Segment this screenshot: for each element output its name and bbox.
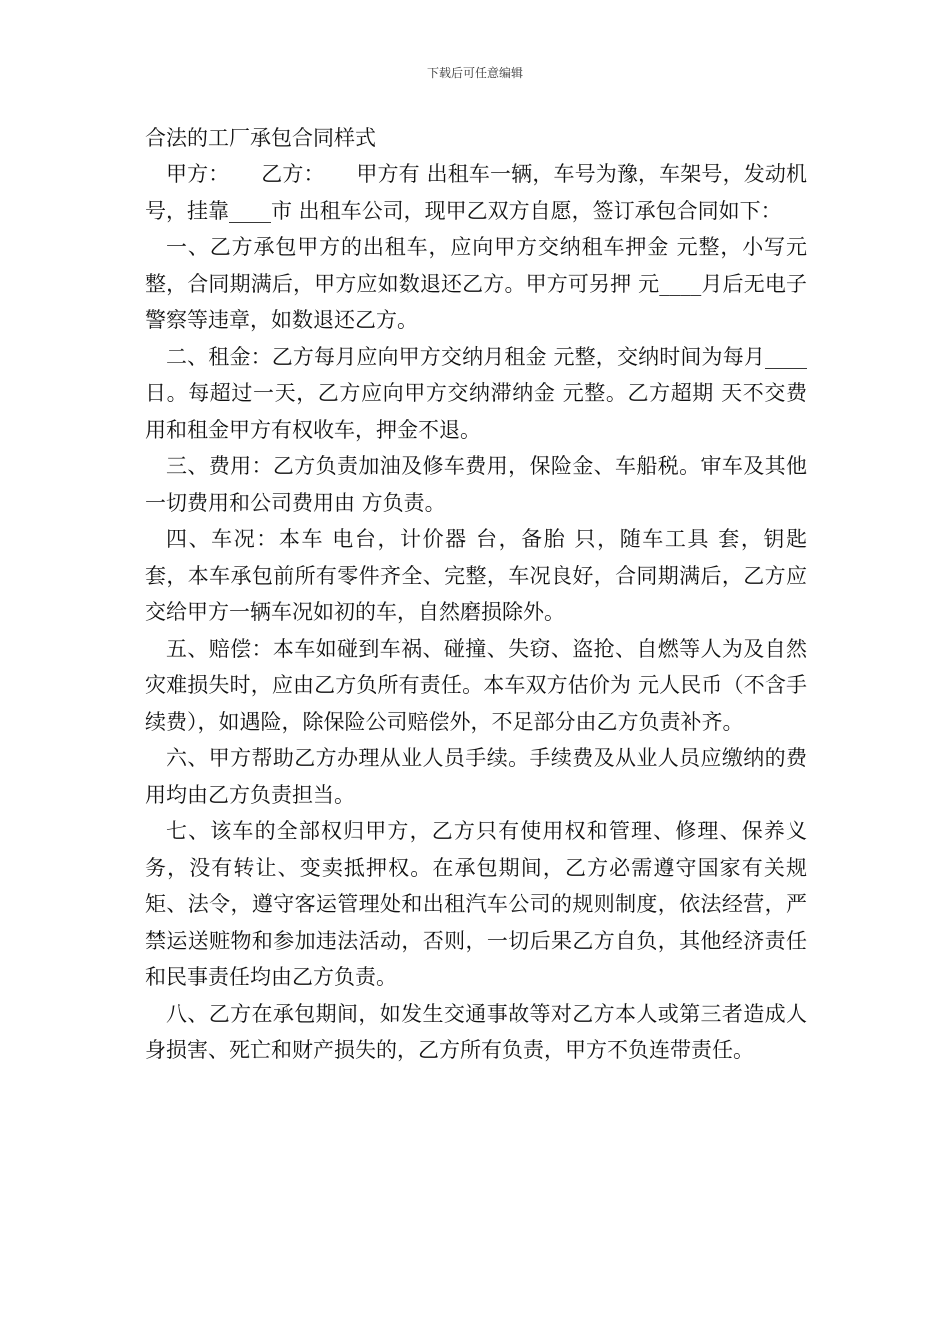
intro-paragraph: 甲方： 乙方： 甲方有 出租车一辆，车号为豫，车架号，发动机号，挂靠____市 出租车公司，现甲乙双方自愿，签订承包合同如下： bbox=[145, 162, 807, 223]
clause-4-vehicle-condition: 四、车况：本车 电台，计价器 台，备胎 只，随车工具 套，钥匙 套，本车承包前所有零件齐全、完整，车况良好，合同期满后，乙方应交给甲方一辆车况如初的车，自然磨损除外。 bbox=[145, 527, 807, 624]
clause-8-accidents: 八、乙方在承包期间，如发生交通事故等对乙方本人或第三者造成人身损害、死亡和财产损失的，乙方所有负责，甲方不负连带责任。 bbox=[145, 1001, 807, 1062]
clause-6-procedures: 六、甲方帮助乙方办理从业人员手续。手续费及从业人员应缴纳的费用均由乙方负责担当。 bbox=[145, 746, 807, 807]
clause-2-rent: 二、租金：乙方每月应向甲方交纳月租金 元整，交纳时间为每月____日。每超过一天，乙方应向甲方交纳滞纳金 元整。乙方超期 天不交费用和租金甲方有权收车，押金不退。 bbox=[145, 344, 807, 442]
clause-5-compensation: 五、赔偿：本车如碰到车祸、碰撞、失窃、盗抢、自燃等人为及自然灾难损失时，应由乙方负所有责任。本车双方估价为 元人民币（不含手续费），如遇险，除保险公司赔偿外，不足部分由乙方负责补齐。 bbox=[145, 636, 807, 734]
clause-7-ownership: 七、该车的全部权归甲方，乙方只有使用权和管理、修理、保养义务，没有转让、变卖抵押权。在承包期间，乙方必需遵守国家有关规矩、法令，遵守客运管理处和出租汽车公司的规则制度，依法经营，严禁运送赃物和参加违法活动，否则，一切后果乙方自负，其他经济责任和民事责任均由乙方负责。 bbox=[145, 819, 807, 989]
clause-1-deposit: 一、乙方承包甲方的出租车，应向甲方交纳租车押金 元整，小写元整，合同期满后，甲方应如数退还乙方。甲方可另押 元____月后无电子警察等违章，如数退还乙方。 bbox=[145, 235, 807, 332]
page-header-note: 下载后可任意编辑 bbox=[426, 66, 523, 80]
clause-3-fees: 三、费用：乙方负责加油及修车费用，保险金、车船税。审车及其他一切费用和公司费用由 方负责。 bbox=[145, 454, 807, 515]
document-body bbox=[145, 156, 807, 1069]
document-title: 合法的工厂承包合同样式 bbox=[145, 126, 376, 150]
